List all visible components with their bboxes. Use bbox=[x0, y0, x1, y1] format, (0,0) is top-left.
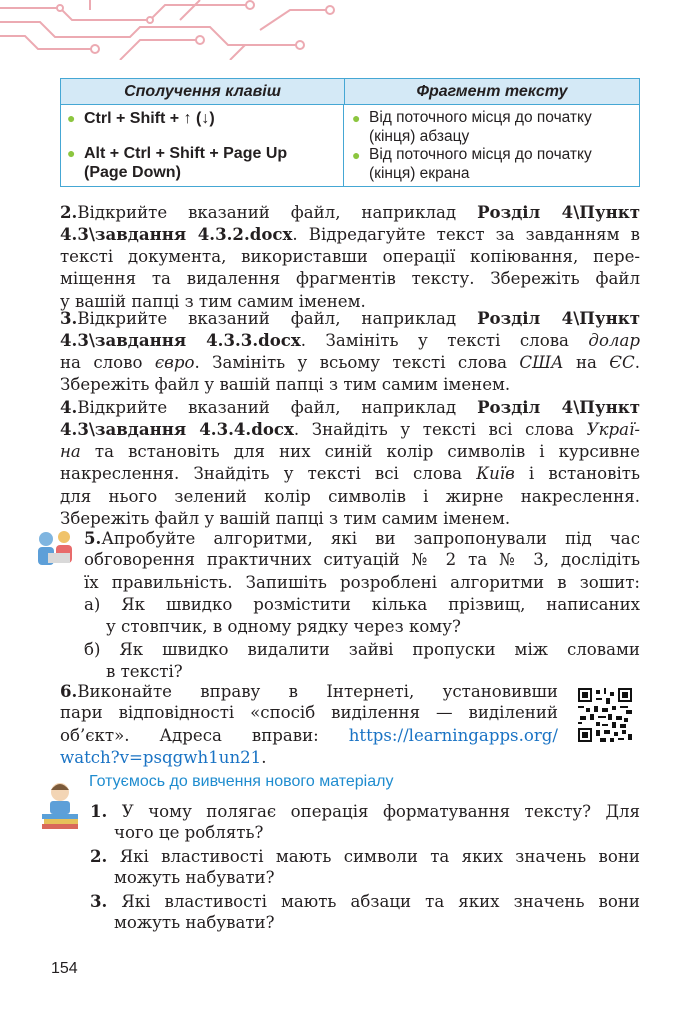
bullet-icon: ● bbox=[67, 145, 76, 161]
list-item: (Page Down) bbox=[84, 164, 181, 181]
task-6: 6.Виконайте вправу в Інтернеті, установивши пари відповідності «спосіб виділення — виділений об’єкт». Адреса вправи: https://learningapps.org/ watch?v=psqgwh1un21. bbox=[60, 681, 558, 768]
page-number: 154 bbox=[51, 960, 78, 977]
list-item: ● Від поточного місця до початку bbox=[352, 146, 592, 163]
header-fragment: Фрагмент тексту bbox=[416, 83, 568, 100]
qr-code-icon[interactable] bbox=[578, 688, 632, 742]
prepare-questions: 1. У чому полягає операція форматування тексту? Для чого це роблять? 2. Які властивості мають символи та яких значень вони можуть набувати? 3. Які властивості мають абзаци та яких значень вони можуть набувати? bbox=[90, 801, 641, 932]
key-combination-table bbox=[60, 78, 640, 187]
keys-cell bbox=[61, 105, 344, 186]
header-keys: Сполучення клавіш bbox=[61, 79, 345, 104]
list-item: ● Ctrl + Shift + ↑ (↓) bbox=[67, 110, 215, 127]
task-5-items: а) Як швидко розмістити кілька прізвищ, написаних у стовпчик, в одному рядку через кому? б) Як швидко видалити зайві пропуски між словами в тексті? bbox=[84, 595, 640, 682]
task-2: 2.Відкрийте вказаний файл, наприклад Розділ 4\Пункт 4.3\завдання 4.3.2.docx. Відредагуйте текст за завданням в тексті документа, використавши операції копіювання, пере- міщення та видалення фрагментів тексту. Збережіть файл у вашій папці з тим самим іменем. bbox=[60, 202, 640, 311]
list-item: б) Як швидко видалити зайві пропуски між словами bbox=[84, 639, 640, 659]
fragments-cell: ● Від поточного місця до початку (кінця) абзацу ● Від поточного місця до початку (кінця) екрана bbox=[344, 105, 639, 186]
exercise-link-cont[interactable]: watch?v=psqgwh1un21 bbox=[60, 748, 262, 768]
table-row bbox=[61, 105, 639, 186]
task-3: 3.Відкрийте вказаний файл, наприклад Розділ 4\Пункт 4.3\завдання 4.3.3.docx. Замініть у тексті слова долар на слово євро. Замініть у всьому тексті слова США на ЄС. Збережіть файл у вашій папці з тим самим іменем. bbox=[60, 308, 641, 395]
task-5: 5.Апробуйте алгоритми, які ви запропонували під час обговорення практичних ситуацій № 2 та № 3, дослідіть їх правильність. Запишіть розроблені алгоритми в зошит: bbox=[84, 528, 640, 592]
exercise-link[interactable]: https://learningapps.org/ bbox=[348, 725, 558, 745]
table-header bbox=[61, 79, 639, 105]
bullet-icon: ● bbox=[67, 110, 76, 126]
list-item: ● Від поточного місця до початку bbox=[352, 109, 592, 126]
list-item: а) Як швидко розмістити кілька прізвищ, написаних bbox=[84, 595, 640, 614]
circuit-decoration bbox=[0, 0, 340, 60]
bullet-icon: ● bbox=[352, 110, 361, 126]
section-heading: Готуємось до вивчення нового матеріалу bbox=[89, 773, 394, 790]
bullet-icon: ● bbox=[352, 147, 361, 163]
group-work-icon bbox=[34, 527, 80, 569]
student-reading-icon bbox=[38, 778, 84, 832]
task-4: 4.Відкрийте вказаний файл, наприклад Розділ 4\Пункт 4.3\завдання 4.3.4.docx. Знайдіть у тексті всі слова Украї- на та встановіть для них синій колір символів і курсивне накреслення. Знайдіть у тексті всі слова Київ і встановіть для нього зелений колір символів і жирне накреслення. Збережіть файл у вашій папці з тим самим іменем. bbox=[60, 397, 640, 528]
list-item: ● Alt + Ctrl + Shift + Page Up bbox=[67, 145, 288, 162]
